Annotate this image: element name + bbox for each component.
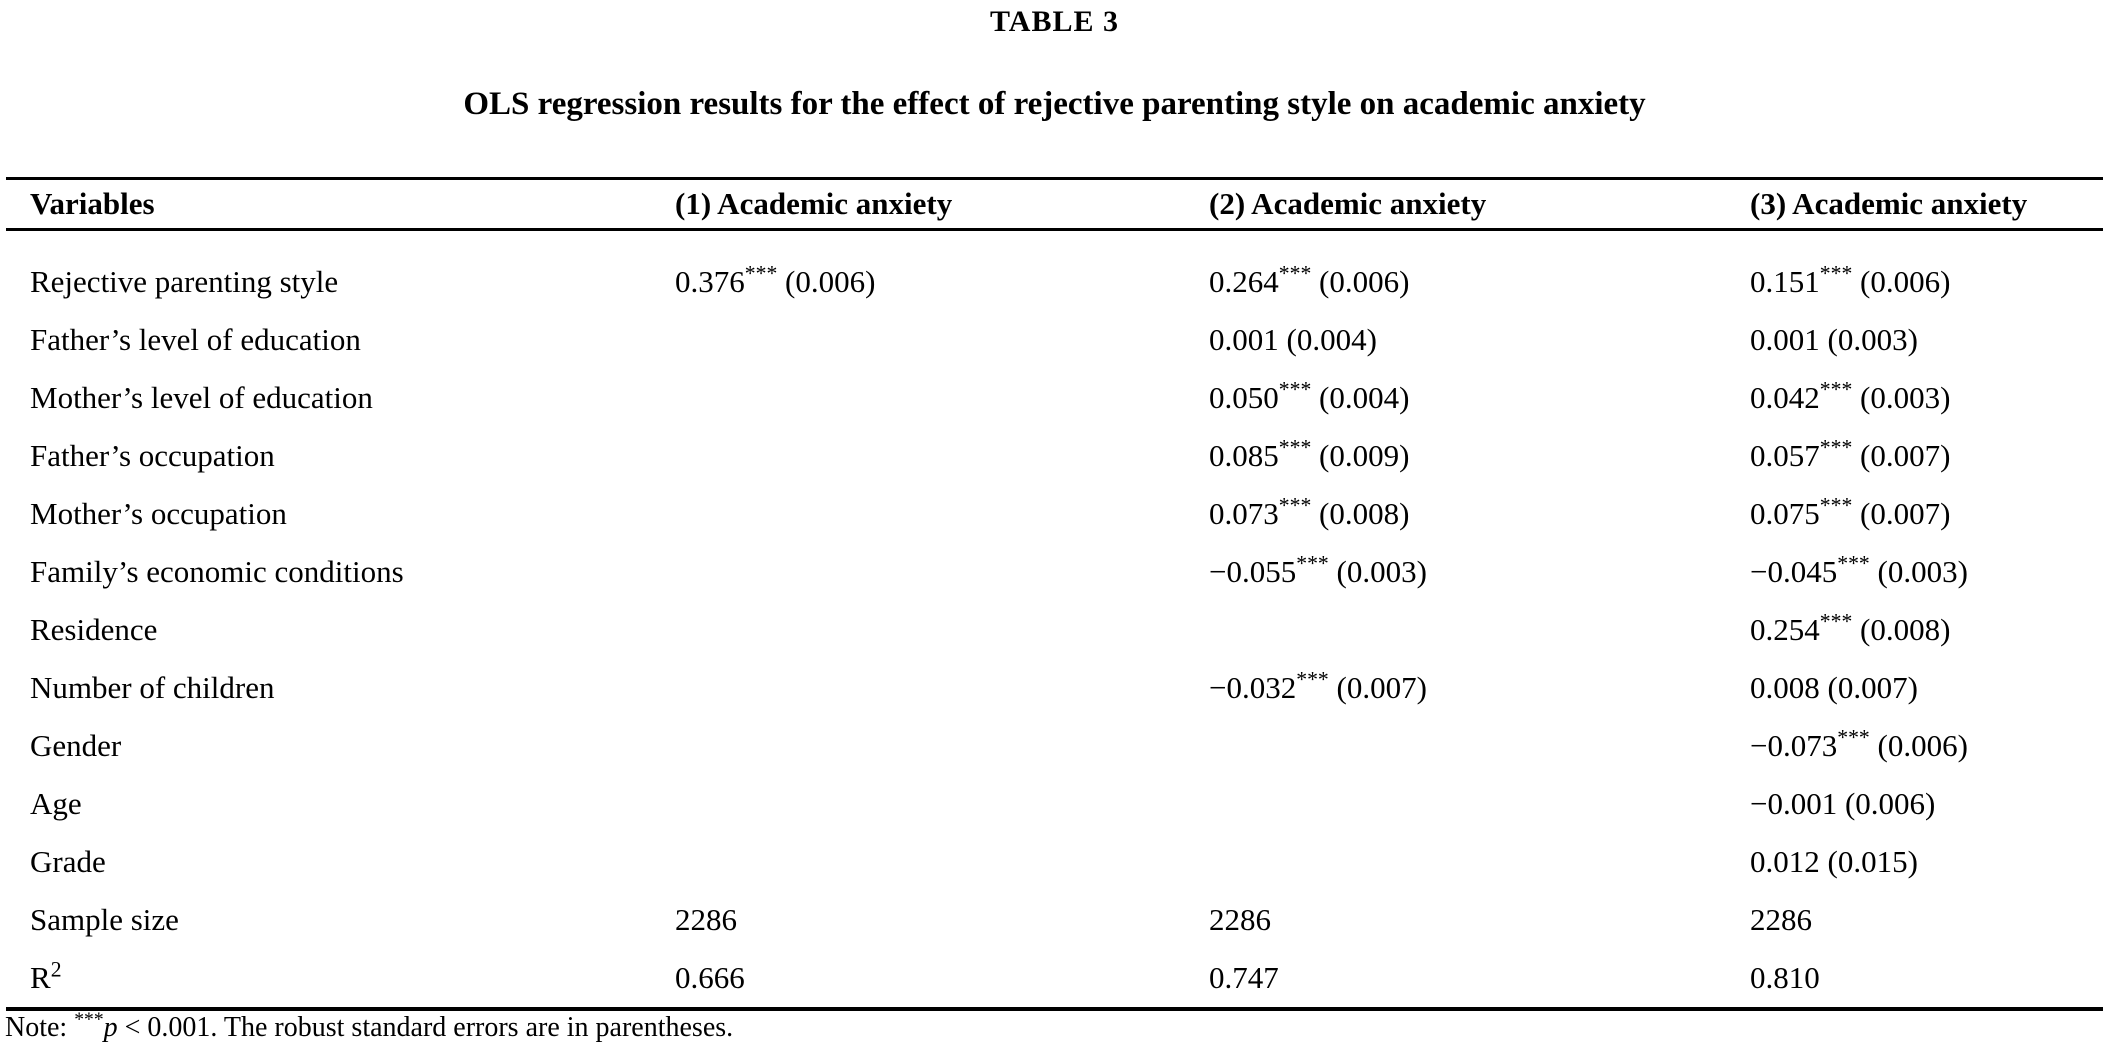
table-row (6, 427, 2103, 485)
row-cell-model-3: 0.001 (0.003) (1750, 322, 1918, 357)
rule-bottom (6, 1007, 2103, 1011)
row-cell-model-3: −0.073*** (0.006) (1750, 725, 1968, 763)
row-cell-model-3: 0.810 (1750, 960, 1820, 995)
row-label: Family’s economic conditions (30, 554, 404, 589)
column-header-model-2: (2) Academic anxiety (1209, 186, 1487, 221)
regression-table (6, 177, 2103, 1011)
row-label: Age (30, 786, 82, 821)
table-row (6, 775, 2103, 833)
table-row (6, 717, 2103, 775)
table-row (6, 369, 2103, 427)
row-cell-model-2: −0.055*** (0.003) (1209, 551, 1427, 589)
row-cell-model-3: 0.042*** (0.003) (1750, 377, 1951, 415)
note-prefix: Note: (5, 1012, 75, 1043)
row-cell-model-2: 0.085*** (0.009) (1209, 435, 1410, 473)
table-header-row (6, 180, 2103, 228)
row-label: Sample size (30, 902, 179, 937)
note-p-symbol: p (103, 1012, 118, 1043)
row-cell-model-3: 0.008 (0.007) (1750, 670, 1918, 705)
table-row (6, 659, 2103, 717)
table-row (6, 543, 2103, 601)
table-note (5, 1009, 734, 1044)
row-label: Mother’s level of education (30, 380, 373, 415)
row-label: Mother’s occupation (30, 496, 287, 531)
table-row (6, 601, 2103, 659)
note-significance-stars: *** (74, 1009, 104, 1031)
row-cell-model-3: 0.057*** (0.007) (1750, 435, 1951, 473)
row-label: Number of children (30, 670, 275, 705)
table-row (6, 253, 2103, 311)
row-cell-model-3: 0.012 (0.015) (1750, 844, 1918, 879)
table-row (6, 949, 2103, 1007)
table-row (6, 485, 2103, 543)
row-cell-model-3: 0.254*** (0.008) (1750, 609, 1951, 647)
row-cell-model-2: 0.264*** (0.006) (1209, 261, 1410, 299)
table-title: OLS regression results for the effect of rejective parenting style on academic anxiety (463, 86, 1646, 122)
row-cell-model-2: 0.747 (1209, 960, 1279, 995)
row-cell-model-2: 2286 (1209, 902, 1271, 937)
row-cell-model-1: 2286 (675, 902, 737, 937)
table-body (6, 231, 2103, 1007)
row-cell-model-3: −0.045*** (0.003) (1750, 551, 1968, 589)
row-cell-model-3: 0.075*** (0.007) (1750, 493, 1951, 531)
row-cell-model-2: −0.032*** (0.007) (1209, 667, 1427, 705)
table-row (6, 891, 2103, 949)
column-header-model-1: (1) Academic anxiety (675, 186, 953, 221)
row-cell-model-1: 0.666 (675, 960, 745, 995)
row-cell-model-2: 0.073*** (0.008) (1209, 493, 1410, 531)
row-label: Rejective parenting style (30, 264, 339, 299)
row-label: Gender (30, 728, 122, 763)
row-cell-model-3: 0.151*** (0.006) (1750, 261, 1951, 299)
column-header-model-3: (3) Academic anxiety (1750, 186, 2028, 221)
table-row (6, 833, 2103, 891)
row-label: $R^2$ (30, 957, 62, 995)
row-cell-model-2: 0.050*** (0.004) (1209, 377, 1410, 415)
column-header-variables: Variables (30, 186, 155, 221)
row-label: Father’s occupation (30, 438, 275, 473)
row-cell-model-3: −0.001 (0.006) (1750, 786, 1936, 821)
row-cell-model-2: 0.001 (0.004) (1209, 322, 1377, 357)
table-row (6, 311, 2103, 369)
row-label: Residence (30, 612, 158, 647)
row-label: Grade (30, 844, 106, 879)
row-label: Father’s level of education (30, 322, 361, 357)
row-cell-model-3: 2286 (1750, 902, 1812, 937)
note-rest: < 0.001. The robust standard errors are in parentheses. (117, 1012, 734, 1043)
table-number: TABLE 3 (990, 5, 1119, 38)
row-cell-model-1: 0.376*** (0.006) (675, 261, 876, 299)
